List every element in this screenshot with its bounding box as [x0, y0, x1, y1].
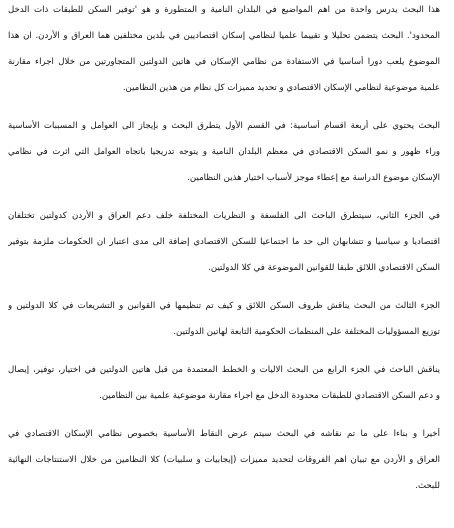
text-line: علمية موضوعية لنظامي الإسكان الاقتصادي و تحديد مميزات كل نظام من هذين النظامين. [122, 83, 440, 93]
text-line: أخيرا و بناءا على ما تم نقاشه في البحث سيتم عرض النقاط الأساسية بخصوص نظامي الإسكان الاقتصادي في [8, 429, 440, 439]
paragraph-part-three [8, 300, 440, 352]
text-line: في الجزء الثاني، سيتطرق الباحث الى الفلسفة و النظريات المختلفة خلف دعم العراق و الأردن كدولتين تختلفان [8, 211, 440, 221]
text-line: للبحث. [415, 481, 440, 491]
paragraph-part-four [8, 364, 440, 416]
text-line: توزيع المسؤوليات المختلفة على المنظمات الحكومية التابعة لهاتين الدولتين. [173, 327, 440, 337]
text-line: السكن الاقتصادي اللائق طبقا للقوانين الموضوعة في كلا الدولتين. [208, 263, 440, 273]
text-line: اقتصاديا و سياسيا و تتشابهان الى حد ما اجتماعيا للسكن الاقتصادي إضافة الى مدى اعتبار ان الحكومات ملزمة بتوفير [8, 237, 440, 247]
paragraph-conclusion [8, 428, 440, 506]
text-line: و دعم السكن الاقتصادي للطبقات محدودة الدخل مع اجراء مقارنة موضوعية علمية بين النظامين. [99, 391, 440, 401]
text-line: الإسكان موضوع الدراسة مع إعطاء موجز لأسباب اختيار هذين النظامين. [187, 173, 440, 183]
paragraph-part-one [8, 120, 440, 198]
paragraph-spacer [8, 198, 440, 210]
paragraph-spacer [8, 108, 440, 120]
paragraph-part-two [8, 210, 440, 288]
paragraph-spacer [8, 416, 440, 428]
text-line: يناقش الباحث في الجزء الرابع من البحث الاليات و الخطط المعتمدة من قبل هاتين الدولتين في اختيار، توفير، إيصال [8, 365, 440, 375]
text-line: الموضوع يلعب دورا أساسيا في الاستفادة من نظامي الإسكان في هاتين الدولتين المتجاورتين من خلال اجراء مقارنة [8, 57, 440, 67]
paragraph-spacer [8, 288, 440, 300]
paragraph-introduction [8, 4, 440, 108]
text-line: العراق و الأردن مع تبيان اهم الفروقات لتحديد مميزات (إيجابيات و سلبيات) كلا النظامين من خلال الاستنتاجات النهائية [8, 455, 440, 465]
text-line: الجزء الثالث من البحث يناقش ظروف السكن اللائق و كيف تم تنظيمها في القوانين و التشريعات في كلا الدولتين و [8, 301, 440, 311]
paragraph-spacer [8, 352, 440, 364]
text-line: البحث يحتوي على أربعة اقسام أساسية: في القسم الأول يتطرق البحث و بإيجاز الى العوامل و المسببات الأساسية [8, 121, 440, 131]
text-line: هذا البحث يدرس واحدة من اهم المواضيع في البلدان النامية و المتطورة و هو 'توفير السكن للطبقات ذات الدخل [8, 5, 440, 15]
text-line: المحدود'. البحث يتضمن تحليلا و تقييما علميا لنظامي إسكان اقتصاديين في بلدين مختلفين هما العراق و الأردن. ان هذا [8, 31, 440, 41]
text-line: وراء ظهور و نمو السكن الاقتصادي في معظم البلدان النامية و يتوجه تدريجيا باتجاه العوامل التي اثرت في نظامي [8, 147, 440, 157]
